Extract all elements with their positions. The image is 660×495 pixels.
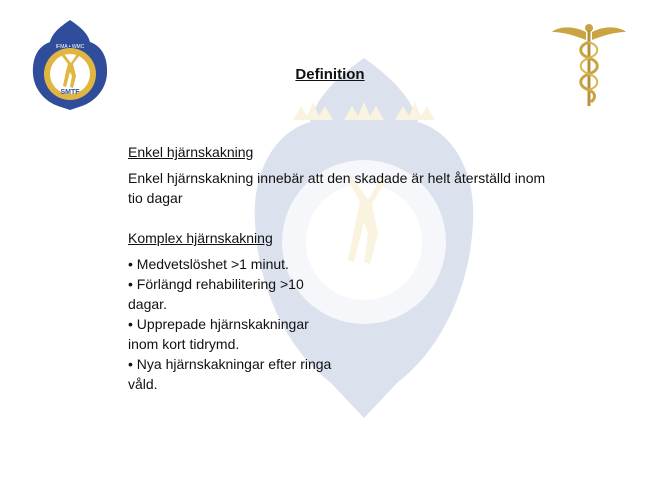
svg-text:SMTF: SMTF (325, 347, 403, 378)
list-item: • Nya hjärnskakningar efter ringa våld. (128, 356, 332, 392)
list-item: • Medvetslöshet >1 minut. (128, 256, 289, 272)
svg-text:IFMA • WMC: IFMA • WMC (55, 44, 85, 50)
section-heading-simple: Enkel hjärnskakning (128, 144, 254, 160)
list-item: • Upprepade hjärnskakningar inom kort tidrymd. (128, 316, 309, 352)
bullet-list (128, 254, 333, 394)
list-item: • Förlängd rehabilitering >10 dagar. (128, 276, 304, 312)
slide-content (128, 142, 568, 394)
section-heading-complex: Komplex hjärnskakning (128, 230, 273, 246)
caduceus-icon (550, 18, 628, 108)
section-text-simple: Enkel hjärnskakning innebär att den skadade är helt återställd inom tio dagar (128, 170, 546, 206)
svg-text:SMTF: SMTF (60, 89, 80, 96)
smtf-emblem-icon (30, 18, 110, 110)
page-title: Definition (295, 66, 365, 83)
